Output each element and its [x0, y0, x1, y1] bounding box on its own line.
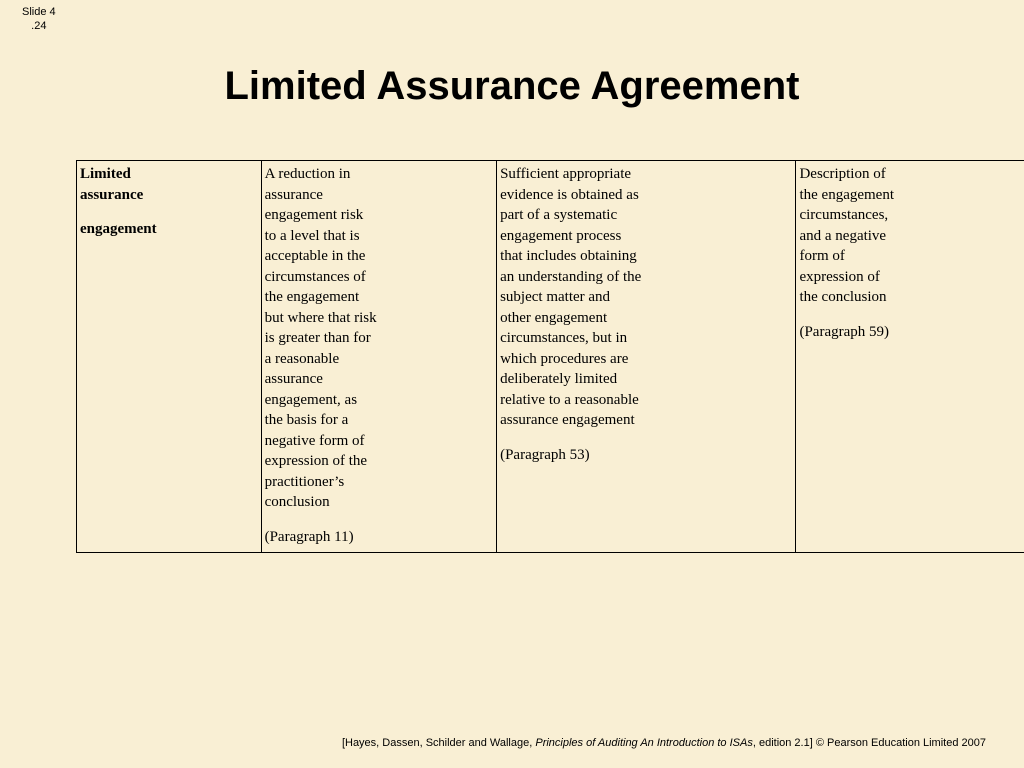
evidence-cell [497, 161, 796, 553]
slide-number [22, 5, 56, 33]
evidence-line: relative to a reasonable [500, 391, 639, 408]
evidence-line: which procedures are [500, 350, 629, 367]
evidence-line: an understanding of the [500, 268, 642, 285]
citation-footer [342, 737, 986, 749]
objective-line: engagement, as [264, 391, 358, 408]
report-line: expression of [799, 268, 880, 285]
evidence-line: that includes obtaining [500, 248, 637, 264]
objective-cell [261, 161, 497, 553]
objective-line: but where that risk [264, 309, 377, 326]
paragraph-reference: (Paragraph 53) [500, 446, 590, 463]
evidence-line: evidence is obtained as [500, 186, 639, 203]
table-row [77, 161, 1024, 553]
evidence-line: deliberately limited [500, 371, 618, 387]
row-label-line: Limited [80, 166, 131, 182]
evidence-line: circumstances, but in [500, 330, 628, 346]
slide-number-line-1: Slide 4 [22, 6, 56, 18]
citation-book-title: Principles of Auditing An Introduction to ISAs [535, 737, 753, 749]
objective-line: assurance [264, 371, 323, 387]
objective-line: expression of the [264, 453, 368, 469]
slide-title: Limited Assurance Agreement [224, 64, 800, 108]
evidence-line: part of a systematic [500, 207, 618, 223]
report-cell [796, 161, 1024, 553]
objective-line: a reasonable [264, 350, 340, 367]
objective-line: engagement risk [264, 207, 364, 223]
report-line: Description of [799, 166, 886, 182]
row-label-line: assurance [80, 186, 144, 203]
citation-prefix: [Hayes, Dassen, Schilder and Wallage, [341, 737, 536, 749]
objective-line: circumstances of [264, 268, 366, 285]
assurance-table [76, 160, 1024, 553]
paragraph-reference: (Paragraph 11) [264, 528, 354, 545]
evidence-line: assurance engagement [500, 412, 635, 428]
evidence-line: engagement process [500, 227, 622, 244]
objective-line: A reduction in [264, 166, 351, 182]
report-line: form of [799, 248, 845, 264]
objective-line: the engagement [264, 289, 360, 305]
report-line: the engagement [799, 186, 895, 203]
row-label-cell [77, 161, 262, 553]
slide-number-line-2: .24 [31, 20, 47, 32]
evidence-line: Sufficient appropriate [500, 166, 632, 182]
report-line: the conclusion [799, 289, 887, 305]
paragraph-reference: (Paragraph 59) [799, 323, 890, 340]
objective-line: assurance [264, 186, 323, 203]
report-line: and a negative [799, 227, 887, 244]
citation-suffix: , edition 2.1] © Pearson Education Limited 2007 [752, 737, 986, 749]
evidence-line: other engagement [500, 309, 608, 326]
row-label-second: engagement [80, 221, 157, 237]
report-line: circumstances, [799, 207, 889, 223]
objective-line: negative form of [264, 432, 365, 449]
evidence-line: subject matter and [500, 289, 611, 305]
objective-line: to a level that is [264, 227, 360, 244]
objective-line: conclusion [264, 494, 330, 510]
objective-line: the basis for a [264, 412, 349, 428]
objective-line: is greater than for [264, 330, 371, 346]
objective-line: acceptable in the [264, 248, 366, 264]
objective-line: practitioner’s [264, 473, 345, 490]
